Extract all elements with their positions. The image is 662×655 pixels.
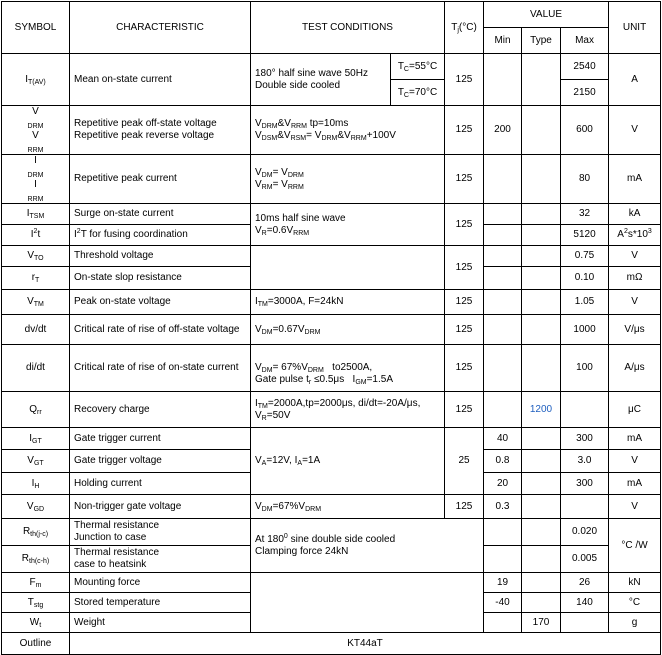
table-row-rthjc	[2, 519, 661, 546]
condition-cell: At $180^0$ sine double side cooled Clamping force 24kN	[251, 519, 484, 573]
tj-cell: 125	[445, 204, 484, 246]
tj-cell: 125	[445, 290, 484, 315]
max-cell: 1000	[561, 315, 609, 345]
characteristic-cell: Threshold voltage	[70, 246, 251, 267]
condition-cell: 10ms half sine wave $V_R=0.6V_{RRM}$	[251, 204, 445, 246]
tj-cell: 125	[445, 246, 484, 290]
min-cell	[484, 54, 522, 106]
max-cell: 32	[561, 204, 609, 225]
table-row-vto	[2, 246, 661, 267]
tc-main: T	[397, 86, 404, 98]
header-tj	[445, 2, 484, 54]
symbol-cell: $W_t$	[2, 613, 70, 633]
characteristic-cell: Mounting force	[70, 573, 251, 593]
table-row-fm	[2, 573, 661, 593]
unit-cell: V	[609, 450, 661, 473]
symbol-sub: T(AV)	[28, 78, 46, 86]
symbol-cell: $R_{th(c-h)}$	[2, 546, 70, 573]
max-cell: 2150	[561, 80, 609, 106]
typ-cell	[522, 290, 561, 315]
unit-cell: kN	[609, 573, 661, 593]
tc-sub: C	[403, 91, 409, 99]
unit-cell: V/μs	[609, 315, 661, 345]
min-cell	[484, 392, 522, 428]
max-cell: 300	[561, 473, 609, 495]
symbol-cell: $T_{stg}$	[2, 593, 70, 613]
min-cell	[484, 290, 522, 315]
unit-cell: $A^2s*10^3$	[609, 225, 661, 246]
typ-cell	[522, 546, 561, 573]
symbol-cell: $V_{TO}$	[2, 246, 70, 267]
tj-cell: 125	[445, 495, 484, 519]
symbol-cell: $R_{th(j-c)}$	[2, 519, 70, 546]
symbol-cell: $V_{GD}$	[2, 495, 70, 519]
min-cell: 20	[484, 473, 522, 495]
table-row-dvdt	[2, 315, 661, 345]
symbol-cell: $V_{TM}$	[2, 290, 70, 315]
condition-cell: $V_{DM}= V_{DRM}$ $V_{RM}= V_{RRM}$	[251, 155, 445, 204]
characteristic-cell: Critical rate of rise of off-state voltage	[70, 315, 251, 345]
table-row-qrr	[2, 392, 661, 428]
symbol-cell: di/dt	[2, 345, 70, 392]
header-test-conditions: TEST CONDITIONS	[251, 2, 445, 54]
symbol-cell: dv/dt	[2, 315, 70, 345]
typ-cell	[522, 495, 561, 519]
symbol-cell	[2, 54, 70, 106]
tc-cell	[391, 80, 445, 106]
header-tj-unit: (°C)	[458, 21, 477, 33]
characteristic-cell: Gate trigger current	[70, 428, 251, 450]
unit-cell: V	[609, 106, 661, 155]
max-cell: 300	[561, 428, 609, 450]
max-cell	[561, 392, 609, 428]
condition-cell	[251, 246, 445, 290]
symbol-cell	[2, 155, 70, 204]
tj-cell: 125	[445, 392, 484, 428]
min-cell	[484, 345, 522, 392]
min-cell	[484, 267, 522, 290]
max-cell: 140	[561, 593, 609, 613]
tj-cell: 125	[445, 106, 484, 155]
characteristic-cell: $I^2T$ for fusing coordination	[70, 225, 251, 246]
condition-cell: $I_{TM}=2000A,tp=2000\mu s$, di/dt=-20A/μs, $V_R=50V$	[251, 392, 445, 428]
max-cell: 1.05	[561, 290, 609, 315]
characteristic-cell: On-state slop resistance	[70, 267, 251, 290]
min-cell: -40	[484, 593, 522, 613]
unit-cell: A	[609, 54, 661, 106]
table-row-itav	[2, 54, 661, 80]
min-cell	[484, 519, 522, 546]
min-cell	[484, 155, 522, 204]
table-row-outline	[2, 633, 661, 655]
unit-cell: V	[609, 246, 661, 267]
typ-cell: 1200	[522, 392, 561, 428]
min-cell	[484, 613, 522, 633]
min-cell: 0.8	[484, 450, 522, 473]
max-cell: 0.10	[561, 267, 609, 290]
characteristic-cell: Thermal resistance Junction to case	[70, 519, 251, 546]
outline-value: KT44aT	[70, 633, 661, 655]
min-cell: 19	[484, 573, 522, 593]
max-cell: 80	[561, 155, 609, 204]
unit-cell: V	[609, 290, 661, 315]
condition-cell: $I_{TM}=3000A$, F=24kN	[251, 290, 445, 315]
characteristic-cell: Critical rate of rise of on-state current	[70, 345, 251, 392]
symbol-cell: $F_m$	[2, 573, 70, 593]
table-row-vgd	[2, 495, 661, 519]
unit-cell: kA	[609, 204, 661, 225]
max-cell	[561, 495, 609, 519]
characteristic-cell: Non-trigger gate voltage	[70, 495, 251, 519]
tj-cell: 125	[445, 155, 484, 204]
max-cell	[561, 613, 609, 633]
characteristic-cell: Weight	[70, 613, 251, 633]
min-cell	[484, 246, 522, 267]
outline-label: Outline	[2, 633, 70, 655]
typ-cell	[522, 428, 561, 450]
characteristic-cell	[70, 106, 251, 155]
min-cell: 40	[484, 428, 522, 450]
specification-table	[1, 1, 661, 655]
symbol-cell: $V_{GT}$	[2, 450, 70, 473]
table-row-itsm	[2, 204, 661, 225]
typ-cell	[522, 473, 561, 495]
tj-cell: 125	[445, 315, 484, 345]
header-typ: Type	[522, 28, 561, 54]
tc-cell	[391, 54, 445, 80]
symbol-line: I $_{RRM}$	[27, 179, 44, 203]
symbol-cell: $I^2t$	[2, 225, 70, 246]
characteristic-cell: Surge on-state current	[70, 204, 251, 225]
symbol-cell: $r_T$	[2, 267, 70, 290]
typ-cell	[522, 246, 561, 267]
condition-cell: $V_A=12V$, $I_A=1A$	[251, 428, 445, 495]
condition-cell: $V_{DRM}\&V_{RRM}$ tp=10ms $V_{DSM}\&V_{RSM}=$ $V_{DRM}\&V_{RRM}+100V$	[251, 106, 445, 155]
unit-cell: mA	[609, 155, 661, 204]
min-cell	[484, 315, 522, 345]
typ-cell	[522, 204, 561, 225]
typ-cell	[522, 315, 561, 345]
typ-cell	[522, 267, 561, 290]
unit-cell: °C /W	[609, 519, 661, 573]
condition-cell	[251, 573, 484, 633]
symbol-line: V $_{DRM}$	[27, 106, 44, 130]
table-row-didt	[2, 345, 661, 392]
min-cell: 0.3	[484, 495, 522, 519]
characteristic-cell: Repetitive peak current	[70, 155, 251, 204]
symbol-cell: $I_H$	[2, 473, 70, 495]
typ-cell	[522, 225, 561, 246]
condition-line: 180° half sine wave 50Hz	[255, 67, 368, 79]
characteristic-cell: Peak on-state voltage	[70, 290, 251, 315]
characteristic-line: Repetitive peak off-state voltage	[74, 118, 217, 129]
table-row-vdrm	[2, 106, 661, 155]
characteristic-cell: Thermal resistance case to heatsink	[70, 546, 251, 573]
tc-value: =70°C	[408, 86, 438, 98]
characteristic-cell: Gate trigger voltage	[70, 450, 251, 473]
unit-cell: mA	[609, 473, 661, 495]
header-symbol: SYMBOL	[2, 2, 70, 54]
max-cell: 100	[561, 345, 609, 392]
typ-cell	[522, 593, 561, 613]
unit-cell: A/μs	[609, 345, 661, 392]
tj-cell: 125	[445, 54, 484, 106]
typ-cell	[522, 573, 561, 593]
max-cell: 0.75	[561, 246, 609, 267]
header-characteristic: CHARACTERISTIC	[70, 2, 251, 54]
characteristic-cell: Holding current	[70, 473, 251, 495]
unit-cell: μC	[609, 392, 661, 428]
typ-cell	[522, 345, 561, 392]
header-value: VALUE	[484, 2, 609, 28]
condition-line: Double side cooled	[255, 79, 341, 91]
unit-cell: mΩ	[609, 267, 661, 290]
unit-cell: °C	[609, 593, 661, 613]
typ-cell	[522, 155, 561, 204]
max-cell: 600	[561, 106, 609, 155]
characteristic-cell: Stored temperature	[70, 593, 251, 613]
typ-cell	[522, 519, 561, 546]
max-cell: 26	[561, 573, 609, 593]
tc-main: T	[397, 60, 404, 72]
condition-cell: $V_{DM}=67\%V_{DRM}$	[251, 495, 445, 519]
unit-cell: V	[609, 495, 661, 519]
table-row-idrm	[2, 155, 661, 204]
min-cell	[484, 225, 522, 246]
symbol-cell: $Q_{rr}$	[2, 392, 70, 428]
max-cell: 0.020	[561, 519, 609, 546]
condition-cell: $V_{DM}=0.67V_{DRM}$	[251, 315, 445, 345]
table-row-vtm	[2, 290, 661, 315]
symbol-cell: $I_{TSM}$	[2, 204, 70, 225]
header-tj-main: T	[451, 21, 458, 33]
table-row-igt	[2, 428, 661, 450]
condition-cell	[251, 54, 391, 106]
min-cell	[484, 204, 522, 225]
characteristic-cell: Mean on-state current	[70, 54, 251, 106]
tj-cell: 125	[445, 345, 484, 392]
symbol-cell	[2, 106, 70, 155]
max-cell: 2540	[561, 54, 609, 80]
typ-cell: 170	[522, 613, 561, 633]
condition-cell: $V_{DM}= 67\%V_{DRM}$ to2500A, Gate pulse $t_r \le 0.5\mu s$ $I_{GM}=1.5A$	[251, 345, 445, 392]
max-cell: 3.0	[561, 450, 609, 473]
max-cell: 0.005	[561, 546, 609, 573]
header-max: Max	[561, 28, 609, 54]
typ-cell	[522, 450, 561, 473]
unit-cell: g	[609, 613, 661, 633]
min-cell	[484, 546, 522, 573]
header-min: Min	[484, 28, 522, 54]
min-cell: 200	[484, 106, 522, 155]
tc-sub: C	[403, 65, 409, 73]
tc-value: =55°C	[408, 60, 438, 72]
typ-cell	[522, 54, 561, 106]
characteristic-cell: Recovery charge	[70, 392, 251, 428]
tj-cell: 25	[445, 428, 484, 495]
symbol-main: I	[25, 73, 28, 85]
header-tj-sub: j	[457, 26, 459, 34]
max-cell: 5120	[561, 225, 609, 246]
symbol-cell: $I_{GT}$	[2, 428, 70, 450]
typ-cell	[522, 106, 561, 155]
unit-cell: mA	[609, 428, 661, 450]
symbol-line: I $_{DRM}$	[27, 155, 44, 179]
characteristic-line: Repetitive peak reverse voltage	[74, 130, 215, 141]
header-unit: UNIT	[609, 2, 661, 54]
symbol-line: V $_{RRM}$	[27, 130, 44, 154]
